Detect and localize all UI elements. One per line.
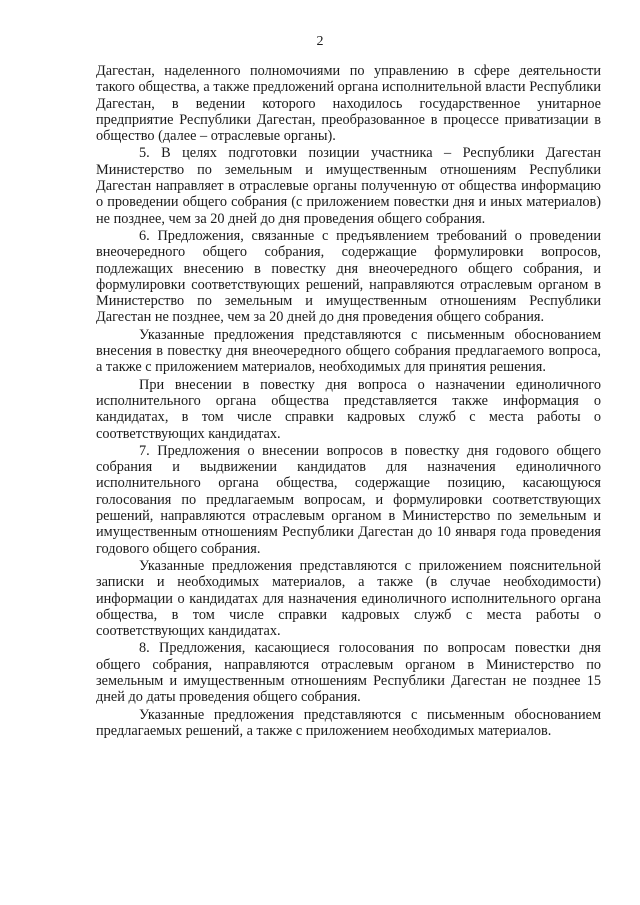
paragraph-item-6-candidates: При внесении в повестку дня вопроса о назначении единоличного исполнительного органа общества представляется также информация о кандидатах, в том числе справки кадровых служб с места работы о соответствующих кандидатах. (96, 376, 601, 442)
page-number: 2 (316, 34, 324, 49)
paragraph-item-7: 7. Предложения о внесении вопросов в повестку дня годового общего собрания и выдвижении кандидатов для назначения единоличного исполнительного органа общества, содержащие позицию, касающуюся голосования по предлагаемым вопросам, и формулировки соответствующих решений, направляются отраслевым органом в Министерство по земельным и имущественным отношениям Республики Дагестан до 10 января года проведения годового общего собрания. (96, 442, 601, 557)
paragraph-item-7-attachments: Указанные предложения представляются с приложением пояснительной записки и необходимых материалов, а также (в случае необходимости) информации о кандидатах для назначения единоличного исполнительного органа общества, в том числе справки кадровых служб с места работы о соответствующих кандидатах. (96, 557, 601, 640)
paragraph-item-6: 6. Предложения, связанные с предъявлением требований о проведении внеочередного общего собрания, содержащие формулировки вопросов, подлежащих внесению в повестку дня внеочередного общего собрания, и формулировки соответствующих решений, направляются отраслевым органом в Министерство по земельным и имущественным отношениям Республики Дагестан не позднее, чем за 20 дней до дня проведения общего собрания. (96, 227, 601, 326)
document-body (96, 63, 601, 739)
paragraph-continuation: Дагестан, наделенного полномочиями по управлению в сфере деятельности такого общества, а также предложений органа исполнительной власти Республики Дагестан, в ведении которого находилось государственное унитарное предприятие Республики Дагестан, преобразованное в процессе приватизации в общество (далее – отраслевые органы). (96, 63, 601, 145)
paragraph-item-5: 5. В целях подготовки позиции участника – Республики Дагестан Министерство по земельным и имущественным отношениям Республики Дагестан направляет в отраслевые органы полученную от общества информацию о проведении общего собрания (с приложением повестки дня и иных материалов) не позднее, чем за 20 дней до дня проведения общего собрания. (96, 145, 601, 227)
paragraph-item-8: 8. Предложения, касающиеся голосования по вопросам повестки дня общего собрания, направляются отраслевым органом в Министерство по земельным и имущественным отношениям Республики Дагестан не позднее 15 дней до даты проведения общего собрания. (96, 640, 601, 706)
paragraph-item-8-justification: Указанные предложения представляются с письменным обоснованием предлагаемых решений, а также с приложением необходимых материалов. (96, 706, 601, 739)
paragraph-item-6-justification: Указанные предложения представляются с письменным обоснованием внесения в повестку дня внеочередного общего собрания предлагаемого вопроса, а также с приложением материалов, необходимых для принятия решения. (96, 326, 601, 376)
